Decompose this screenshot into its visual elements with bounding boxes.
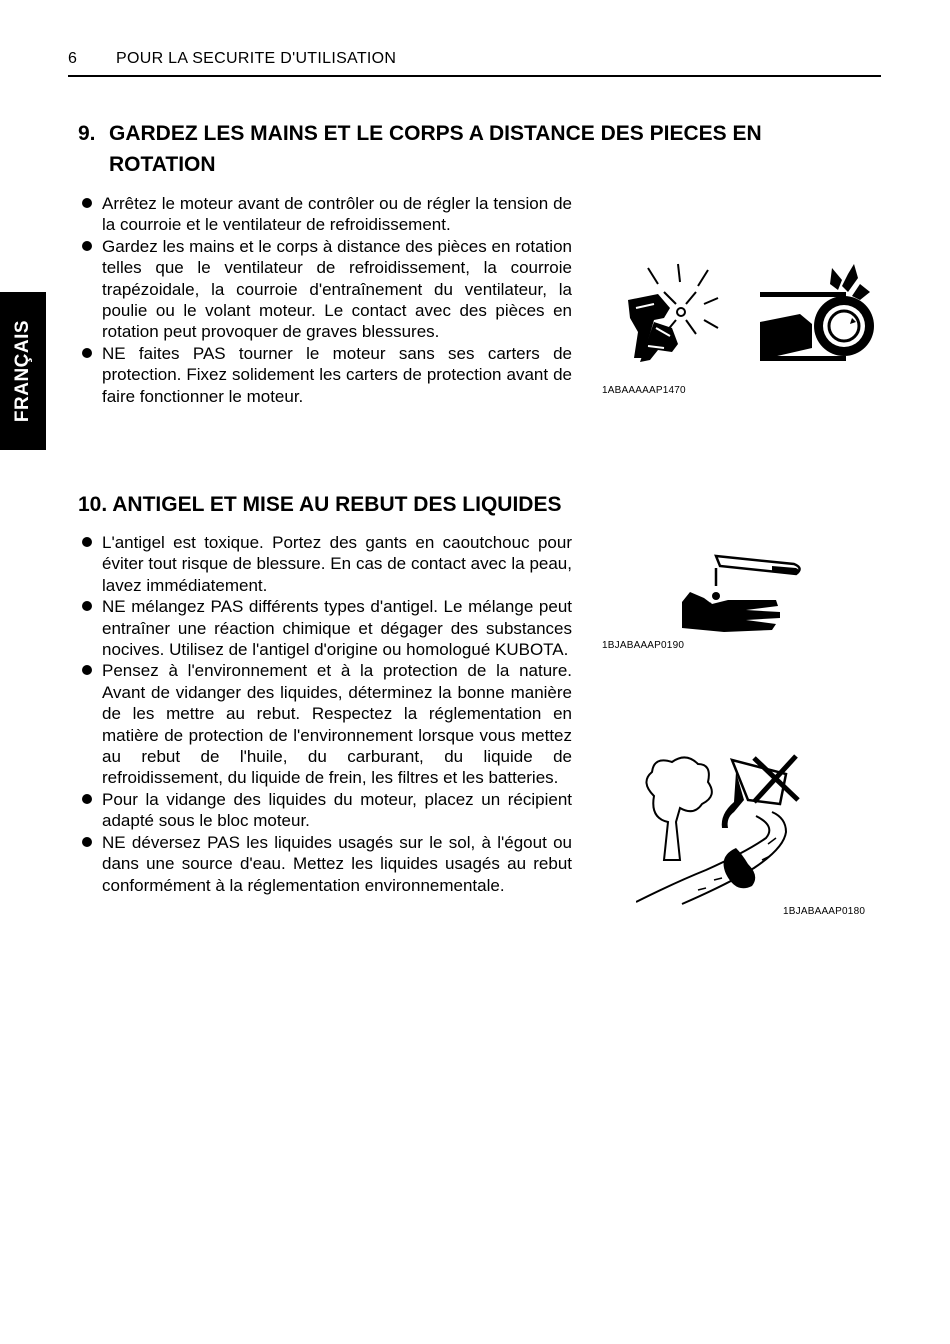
list-item: NE mélangez PAS différents types d'antigel. Le mélange peut entraîner une réaction chimique et dégager des substances nocives. Utilisez de l'antigel d'origine ou homologué KUBOTA. (78, 596, 572, 660)
section-10-bullet-list (78, 532, 572, 896)
figure-code: 1BJABAAAP0180 (783, 906, 866, 917)
section-9-title (78, 118, 762, 180)
running-title: POUR LA SECURITE D'UTILISATION (116, 50, 397, 67)
section-9-title-line1: GARDEZ LES MAINS ET LE CORPS A DISTANCE DES PIECES EN (109, 122, 762, 145)
list-item: NE faites PAS tourner le moteur sans ses carters de protection. Fixez solidement les carters de protection avant de faire fonctionner le moteur. (78, 343, 572, 407)
list-item: NE déversez PAS les liquides usagés sur le sol, à l'égout ou dans une source d'eau. Mettez les liquides usagés au rebut conformément à la réglementation environnementale. (78, 832, 572, 896)
header-rule (68, 75, 881, 77)
section-9-bullet-list (78, 193, 572, 407)
hand-fan-hazard-icon (620, 262, 740, 374)
hand-belt-pulley-hazard-icon (756, 262, 874, 378)
list-item: Pensez à l'environnement et à la protection de la nature. Avant de vidanger des liquides, déterminez la bonne manière de les mettre au rebut. Respectez la réglementation en matière de protection de l'environnement lorsque vous mettez au rebut de l'huile, du carburant, du liquide de refroidissement, du liquide de frein, les filtres et les batteries. (78, 660, 572, 788)
list-item: Arrêtez le moteur avant de contrôler ou de régler la tension de la courroie et le ventilateur de refroidissement. (78, 193, 572, 236)
language-tab-label: FRANÇAIS (12, 319, 34, 423)
figure-code: 1ABAAAAAP1470 (602, 385, 686, 396)
section-9-number: 9. (78, 122, 96, 145)
section-10-title (78, 489, 561, 520)
section-9-title-line2: ROTATION (109, 153, 216, 176)
section-10-number: 10. (78, 493, 108, 516)
figure-code: 1BJABAAAP0190 (602, 640, 685, 651)
list-item: Pour la vidange des liquides du moteur, placez un récipient adapté sous le bloc moteur. (78, 789, 572, 832)
page-number: 6 (68, 50, 77, 67)
section-10-title-text: ANTIGEL ET MISE AU REBUT DES LIQUIDES (112, 493, 562, 516)
language-tab (0, 292, 46, 450)
no-dumping-environment-icon (636, 752, 806, 906)
hand-chemical-splash-icon (676, 542, 806, 638)
list-item: Gardez les mains et le corps à distance des pièces en rotation telles que le ventilateur de refroidissement, la courroie trapézoidale, la courroie d'entraînement du ventilateur, la poulie ou le volant moteur. Le contact avec des pièces en rotation peut provoquer de graves blessures. (78, 236, 572, 343)
list-item: L'antigel est toxique. Portez des gants en caoutchouc pour éviter tout risque de blessure. En cas de contact avec la peau, lavez immédiatement. (78, 532, 572, 596)
